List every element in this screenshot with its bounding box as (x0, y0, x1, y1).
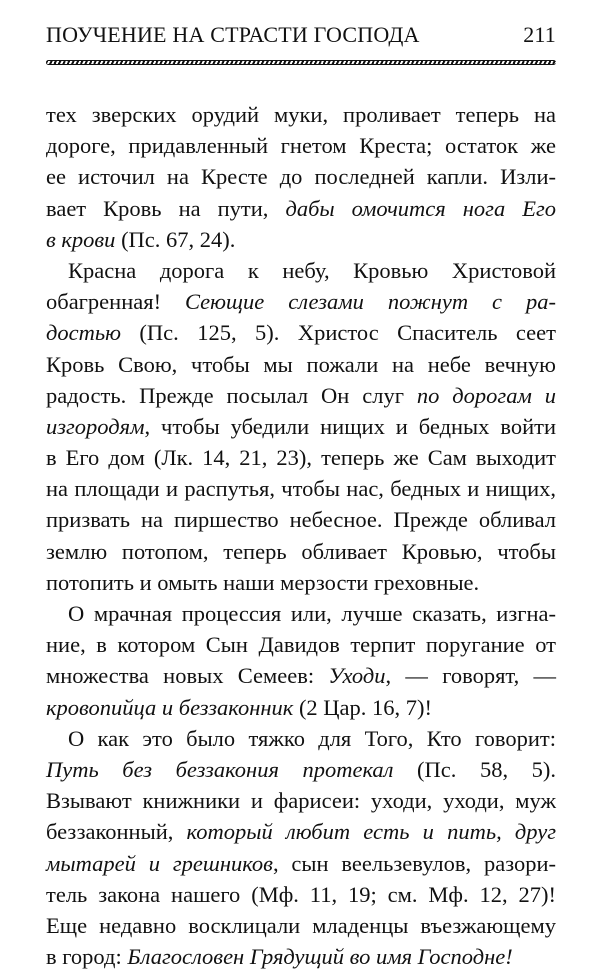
text-segment: в город: (46, 944, 128, 970)
text-segment: Красна дорога к небу, Кровью Христовой (68, 257, 556, 283)
italic-quote: который любит есть и пить, друг (186, 819, 556, 845)
text-line (46, 598, 556, 629)
italic-quote: кровопийца и беззаконник (46, 694, 294, 720)
text-line (46, 442, 556, 473)
paragraph (46, 723, 556, 972)
text-line (46, 848, 556, 879)
text-segment: беззаконный, (46, 819, 187, 845)
text-segment: Еще недавно восклицали младенцы въезжающему (46, 912, 556, 938)
text-line (46, 255, 556, 286)
italic-quote: изгородям (46, 413, 145, 439)
text-line (46, 504, 556, 535)
page-number: 211 (523, 22, 556, 47)
italic-quote: достью (46, 320, 121, 346)
text-line (46, 941, 556, 972)
paragraph (46, 99, 556, 255)
text-segment: тель закона нашего (Мф. 11, 19; см. Мф. 12, 27)! (46, 881, 556, 907)
text-line (46, 286, 556, 317)
text-segment: тех зверских орудий муки, проливает теперь на (46, 102, 556, 127)
running-title: ПОУЧЕНИЕ НА СТРАСТИ ГОСПОДА (46, 22, 420, 47)
text-segment: ее источил на Кресте до последней капли. Изли- (46, 164, 556, 190)
text-line (46, 629, 556, 660)
text-line (46, 411, 556, 442)
italic-quote: Уходи (328, 663, 386, 689)
text-line (46, 785, 556, 816)
text-segment: в Его дом (Лк. 14, 21, 23), теперь же Сам выходит (46, 445, 556, 471)
text-segment: вает Кровь на пути, (46, 195, 286, 221)
text-line (46, 567, 556, 598)
text-line (46, 660, 556, 691)
text-line (46, 130, 556, 161)
text-line (46, 692, 556, 723)
text-segment: , чтобы убедили нищих и бедных войти (144, 413, 556, 439)
text-line (46, 317, 556, 348)
text-segment: (2 Цар. 16, 7)! (293, 694, 433, 720)
text-segment: (Пс. 58, 5). (393, 756, 556, 782)
text-segment: О как это было тяжко для Того, Кто говорит: (68, 725, 556, 751)
italic-quote: дабы омочится нога Его (285, 195, 557, 221)
text-segment: множества новых Семеев: (46, 663, 329, 689)
italic-quote: Сеющие слезами пожнут с ра- (185, 289, 556, 315)
text-line (46, 193, 556, 224)
italic-quote: Благословен Грядущий во имя Господне! (127, 944, 513, 970)
text-line (46, 99, 556, 130)
italic-quote: по дорогам и (416, 382, 556, 408)
text-line (46, 380, 556, 411)
text-segment: землю потопом, теперь обливает Кровью, чтобы (46, 538, 556, 564)
text-segment: , сын веельзевулов, разори- (272, 850, 556, 876)
text-line (46, 349, 556, 380)
text-segment: призвать на пиршество небесное. Прежде обливал (46, 507, 556, 533)
text-segment: О мрачная процессия или, лучше сказать, изгна- (68, 601, 556, 626)
text-segment: обагренная! (46, 289, 186, 315)
italic-quote: в крови (46, 226, 116, 252)
running-header (46, 22, 556, 52)
text-segment: Кровь Свою, чтобы мы пожали на небе вечную (46, 351, 556, 377)
text-line (46, 910, 556, 941)
page-body (46, 99, 556, 972)
text-segment: Взывают книжники и фарисеи: уходи, уходи, муж (46, 788, 556, 814)
text-segment: на площади и распутья, чтобы нас, бедных и нищих, (46, 476, 556, 502)
italic-quote: Путь без беззакония протекал (46, 756, 394, 782)
text-segment: радость. Прежде посылал Он слуг (46, 382, 417, 408)
rope-divider (46, 60, 556, 65)
text-line (46, 161, 556, 192)
text-line (46, 473, 556, 504)
text-segment: дороге, придавленный гнетом Креста; остаток же (46, 133, 556, 159)
text-line (46, 224, 556, 255)
text-segment: (Пс. 125, 5). Христос Спаситель сеет (120, 320, 556, 346)
text-line (46, 879, 556, 910)
text-segment: , — говорят, — (385, 663, 556, 689)
text-line (46, 723, 556, 754)
text-line (46, 816, 556, 847)
text-line (46, 536, 556, 567)
text-line (46, 754, 556, 785)
paragraph (46, 255, 556, 598)
text-segment: ние, в котором Сын Давидов терпит поругание от (46, 632, 556, 658)
paragraph (46, 598, 556, 723)
italic-quote: мытарей и грешников (46, 850, 273, 876)
text-segment: потопить и омыть наши мерзости греховные. (46, 569, 480, 595)
text-segment: (Пс. 67, 24). (115, 226, 236, 252)
